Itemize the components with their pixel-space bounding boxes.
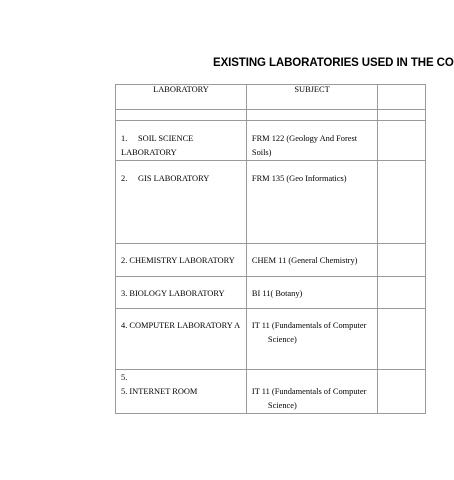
table-row <box>116 121 426 161</box>
lab-cell <box>116 277 247 309</box>
subject-line: Science) <box>267 335 297 344</box>
subject-text: FRM 122 (Geology And Forest Soils) <box>251 134 358 157</box>
subject-text: CHEM 11 (General Chemistry) <box>251 256 358 265</box>
subject-text: FRM 135 (Geo Informatics) <box>251 174 347 183</box>
subject-cell <box>246 277 377 309</box>
lab-cell <box>116 370 247 414</box>
lab-name: 2. CHEMISTRY LABORATORY <box>121 256 235 265</box>
header-extra <box>378 85 426 110</box>
subject-line: Science) <box>267 401 297 410</box>
lab-cell <box>116 161 247 244</box>
table-spacer-row <box>116 110 426 121</box>
subject-cell <box>246 121 377 161</box>
subject-cell <box>246 370 377 414</box>
lab-number: 1. <box>121 134 128 143</box>
document-title: EXISTING LABORATORIES USED IN THE CO <box>213 57 454 69</box>
subject-line: IT 11 (Fundamentals of Computer <box>251 321 367 330</box>
table-row <box>116 161 426 244</box>
subject-line: IT 11 (Fundamentals of Computer <box>251 387 367 396</box>
lab-name: GIS LABORATORY <box>138 174 210 183</box>
table-row <box>116 244 426 277</box>
lab-number: 5. <box>121 373 128 382</box>
lab-cell <box>116 309 247 370</box>
lab-name: 5. INTERNET ROOM <box>121 387 198 396</box>
header-subject: SUBJECT <box>246 85 377 110</box>
lab-name: SOIL SCIENCE LABORATORY <box>121 134 194 157</box>
lab-number: 2. <box>121 174 128 183</box>
lab-cell <box>116 244 247 277</box>
lab-name: 4. COMPUTER LABORATORY A <box>121 321 241 330</box>
table-row <box>116 370 426 414</box>
lab-name: 3. BIOLOGY LABORATORY <box>121 289 225 298</box>
subject-cell <box>246 309 377 370</box>
laboratories-table <box>115 84 426 414</box>
subject-cell <box>246 244 377 277</box>
subject-text: BI 11( Botany) <box>251 289 303 298</box>
subject-cell <box>246 161 377 244</box>
lab-cell <box>116 121 247 161</box>
header-laboratory: LABORATORY <box>116 85 247 110</box>
table-row <box>116 309 426 370</box>
table-row <box>116 277 426 309</box>
table-header-row <box>116 85 426 110</box>
